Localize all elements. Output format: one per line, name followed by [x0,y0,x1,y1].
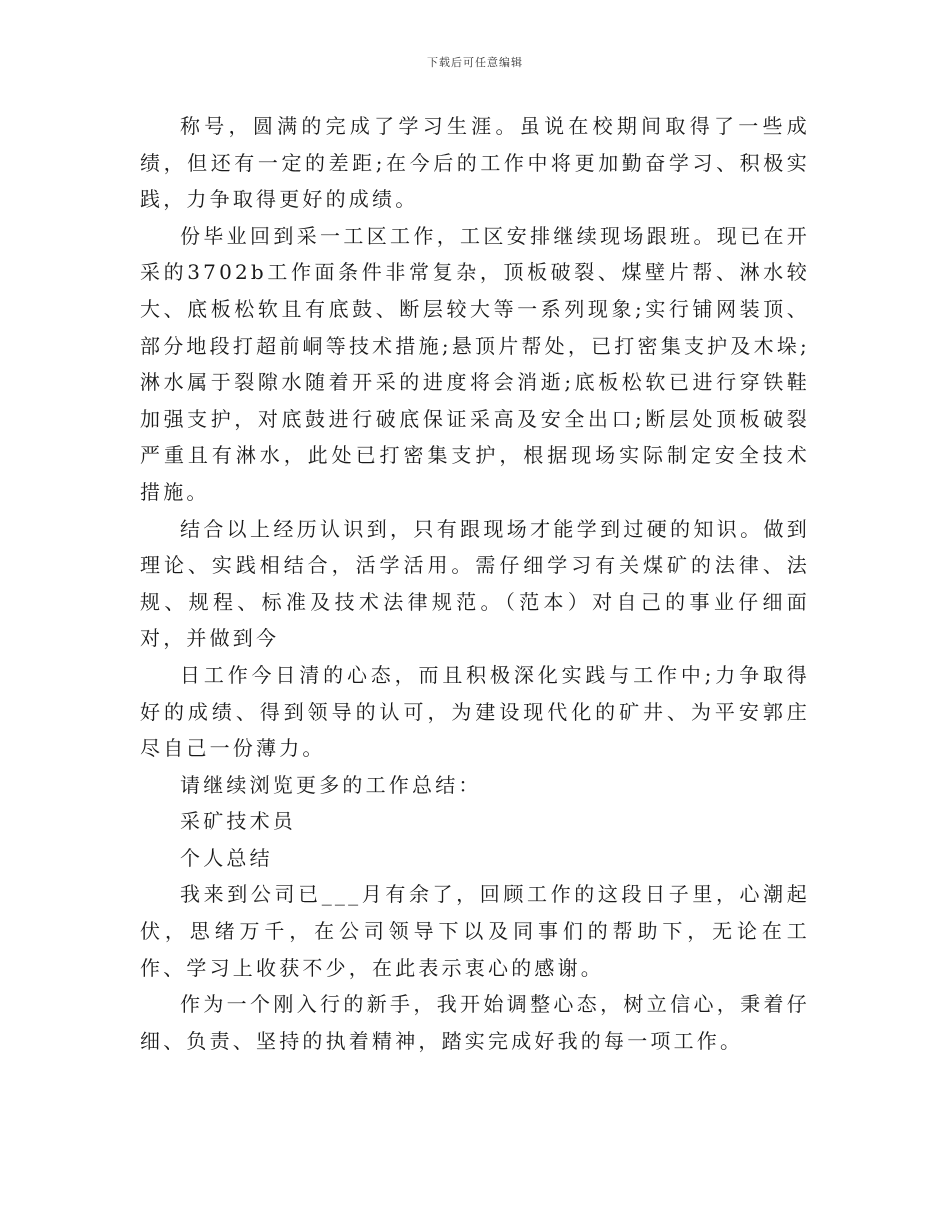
section-title-mining-technician: 采矿技术员 [180,809,296,834]
section-title-personal-summary: 个人总结 [180,845,273,870]
document-body [140,108,810,1059]
paragraph-experience: 结合以上经历认识到，只有跟现场才能学到过硬的知识。做到理论、实践相结合，活学活用。需仔细学习有关煤矿的法律、法规、规程、标准及技术法律规范。（范本）对自己的事业仔细面对，并做到今 [140,516,810,651]
paragraph-attitude: 日工作今日清的心态，而且积极深化实践与工作中;力争取得好的成绩、得到领导的认可，为建设现代化的矿井、为平安郭庄尽自己一份薄力。 [140,662,810,761]
page-header-note: 下载后可任意编辑 [427,56,523,69]
paragraph-joined-company: 我来到公司已___月有余了，回顾工作的这段日子里，心潮起伏，思绪万千，在公司领导下以及同事们的帮助下，无论在工作、学习上收获不少，在此表示衷心的感谢。 [140,882,810,980]
paragraph-work-site: 份毕业回到采一工区工作，工区安排继续现场跟班。现已在开采的3702b工作面条件非常复杂，顶板破裂、煤壁片帮、淋水较大、底板松软且有底鼓、断层较大等一系列现象;实行铺网装顶、部分地段打超前峒等技术措施;悬顶片帮处，已打密集支护及木垛;淋水属于裂隙水随着开采的进度将会消逝;底板松软已进行穿铁鞋加强支护，对底鼓进行破底保证采高及安全出口;断层处顶板破裂严重且有淋水，此处已打密集支护，根据现场实际制定安全技术措施。 [140,223,810,504]
paragraph-continue-reading: 请继续浏览更多的工作总结： [180,772,482,797]
paragraph-graduation: 称号，圆满的完成了学习生涯。虽说在校期间取得了一些成绩，但还有一定的差距;在今后的工作中将更加勤奋学习、积极实践，力争取得更好的成绩。 [140,114,810,212]
paragraph-newcomer: 作为一个刚入行的新手，我开始调整心态，树立信心，秉着仔细、负责、坚持的执着精神，踏实完成好我的每一项工作。 [140,992,810,1053]
